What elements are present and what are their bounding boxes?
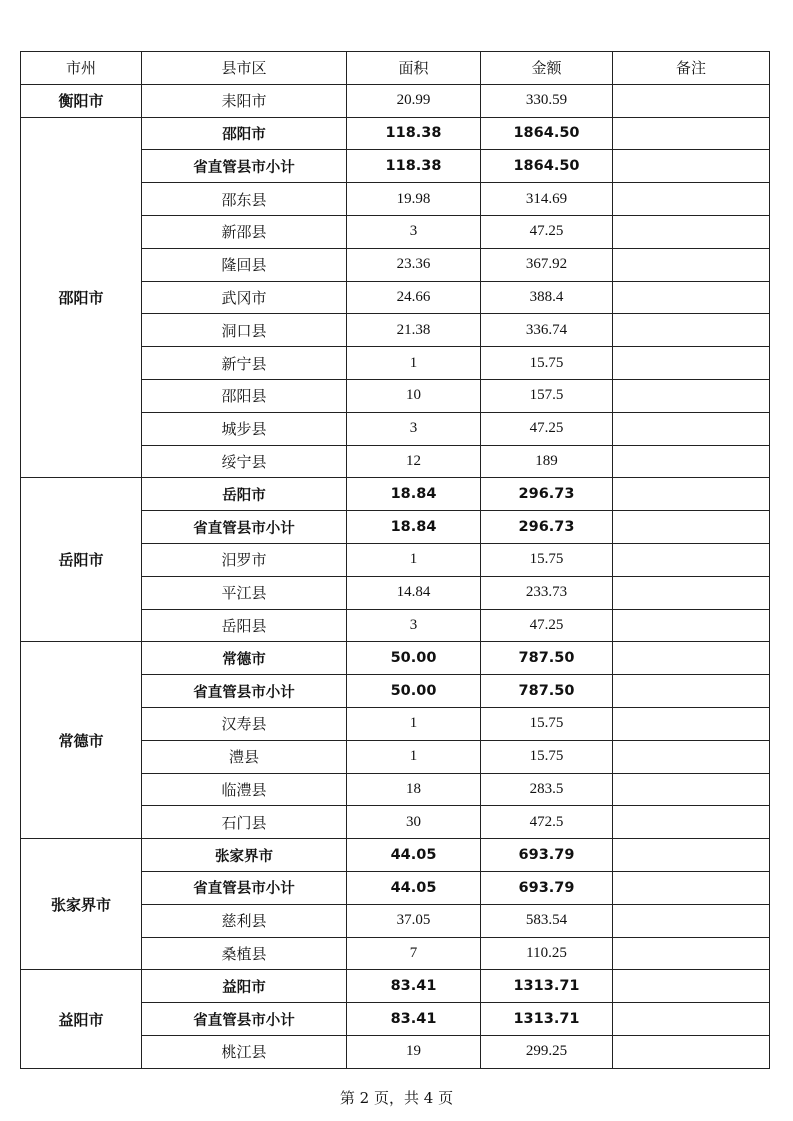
note-cell	[613, 576, 770, 609]
area-cell: 44.05	[347, 871, 481, 904]
area-cell: 1	[347, 543, 481, 576]
note-cell	[613, 970, 770, 1003]
area-cell: 18.84	[347, 511, 481, 544]
header-note: 备注	[613, 52, 770, 85]
amount-cell: 693.79	[481, 839, 613, 872]
county-cell: 耒阳市	[142, 84, 347, 117]
note-cell	[613, 937, 770, 970]
table-row	[21, 117, 770, 150]
county-cell: 澧县	[142, 740, 347, 773]
amount-cell: 1313.71	[481, 1003, 613, 1036]
amount-cell: 283.5	[481, 773, 613, 806]
note-cell	[613, 281, 770, 314]
county-cell: 桑植县	[142, 937, 347, 970]
area-cell: 10	[347, 379, 481, 412]
note-cell	[613, 642, 770, 675]
county-cell: 省直管县市小计	[142, 871, 347, 904]
note-cell	[613, 707, 770, 740]
area-cell: 1	[347, 740, 481, 773]
note-cell	[613, 904, 770, 937]
amount-cell: 47.25	[481, 609, 613, 642]
note-cell	[613, 379, 770, 412]
amount-cell: 157.5	[481, 379, 613, 412]
area-cell: 3	[347, 609, 481, 642]
county-cell: 汨罗市	[142, 543, 347, 576]
note-cell	[613, 1035, 770, 1068]
county-cell: 邵阳市	[142, 117, 347, 150]
area-cell: 18.84	[347, 478, 481, 511]
note-cell	[613, 740, 770, 773]
county-cell: 洞口县	[142, 314, 347, 347]
amount-cell: 296.73	[481, 478, 613, 511]
area-cell: 83.41	[347, 970, 481, 1003]
amount-cell: 388.4	[481, 281, 613, 314]
table-row	[21, 970, 770, 1003]
note-cell	[613, 871, 770, 904]
amount-cell: 1864.50	[481, 117, 613, 150]
area-cell: 19	[347, 1035, 481, 1068]
amount-cell: 583.54	[481, 904, 613, 937]
header-row	[21, 52, 770, 85]
table-row	[21, 84, 770, 117]
amount-cell: 787.50	[481, 675, 613, 708]
table-row	[21, 839, 770, 872]
county-cell: 平江县	[142, 576, 347, 609]
area-cell: 83.41	[347, 1003, 481, 1036]
county-cell: 汉寿县	[142, 707, 347, 740]
area-cell: 12	[347, 445, 481, 478]
county-cell: 石门县	[142, 806, 347, 839]
note-cell	[613, 806, 770, 839]
county-cell: 邵东县	[142, 183, 347, 216]
note-cell	[613, 84, 770, 117]
note-cell	[613, 675, 770, 708]
amount-cell: 110.25	[481, 937, 613, 970]
note-cell	[613, 543, 770, 576]
amount-cell: 330.59	[481, 84, 613, 117]
amount-cell: 314.69	[481, 183, 613, 216]
county-cell: 益阳市	[142, 970, 347, 1003]
county-cell: 省直管县市小计	[142, 511, 347, 544]
county-cell: 岳阳县	[142, 609, 347, 642]
area-cell: 1	[347, 347, 481, 380]
amount-cell: 233.73	[481, 576, 613, 609]
amount-cell: 47.25	[481, 215, 613, 248]
area-cell: 44.05	[347, 839, 481, 872]
amount-cell: 15.75	[481, 740, 613, 773]
amount-cell: 15.75	[481, 347, 613, 380]
note-cell	[613, 478, 770, 511]
table-body	[21, 84, 770, 1068]
area-cell: 20.99	[347, 84, 481, 117]
amount-cell: 367.92	[481, 248, 613, 281]
note-cell	[613, 150, 770, 183]
amount-cell: 47.25	[481, 412, 613, 445]
area-cell: 118.38	[347, 117, 481, 150]
city-cell: 岳阳市	[21, 478, 142, 642]
note-cell	[613, 347, 770, 380]
area-cell: 30	[347, 806, 481, 839]
area-cell: 14.84	[347, 576, 481, 609]
amount-cell: 336.74	[481, 314, 613, 347]
county-cell: 省直管县市小计	[142, 150, 347, 183]
amount-cell: 296.73	[481, 511, 613, 544]
city-cell: 张家界市	[21, 839, 142, 970]
amount-cell: 15.75	[481, 543, 613, 576]
county-cell: 省直管县市小计	[142, 675, 347, 708]
note-cell	[613, 215, 770, 248]
note-cell	[613, 609, 770, 642]
area-cell: 50.00	[347, 675, 481, 708]
note-cell	[613, 248, 770, 281]
table-row	[21, 642, 770, 675]
data-table	[20, 51, 770, 1069]
area-cell: 3	[347, 412, 481, 445]
county-cell: 绥宁县	[142, 445, 347, 478]
area-cell: 7	[347, 937, 481, 970]
amount-cell: 189	[481, 445, 613, 478]
note-cell	[613, 839, 770, 872]
county-cell: 城步县	[142, 412, 347, 445]
amount-cell: 693.79	[481, 871, 613, 904]
county-cell: 常德市	[142, 642, 347, 675]
county-cell: 慈利县	[142, 904, 347, 937]
amount-cell: 1313.71	[481, 970, 613, 1003]
amount-cell: 787.50	[481, 642, 613, 675]
county-cell: 桃江县	[142, 1035, 347, 1068]
area-cell: 18	[347, 773, 481, 806]
area-cell: 23.36	[347, 248, 481, 281]
note-cell	[613, 183, 770, 216]
area-cell: 24.66	[347, 281, 481, 314]
header-area: 面积	[347, 52, 481, 85]
county-cell: 新邵县	[142, 215, 347, 248]
city-cell: 益阳市	[21, 970, 142, 1068]
area-cell: 118.38	[347, 150, 481, 183]
header-county: 县市区	[142, 52, 347, 85]
note-cell	[613, 511, 770, 544]
amount-cell: 15.75	[481, 707, 613, 740]
amount-cell: 1864.50	[481, 150, 613, 183]
note-cell	[613, 412, 770, 445]
area-cell: 1	[347, 707, 481, 740]
county-cell: 隆回县	[142, 248, 347, 281]
city-cell: 衡阳市	[21, 84, 142, 117]
note-cell	[613, 117, 770, 150]
table-row	[21, 478, 770, 511]
county-cell: 省直管县市小计	[142, 1003, 347, 1036]
county-cell: 新宁县	[142, 347, 347, 380]
county-cell: 张家界市	[142, 839, 347, 872]
county-cell: 武冈市	[142, 281, 347, 314]
county-cell: 岳阳市	[142, 478, 347, 511]
header-amount: 金额	[481, 52, 613, 85]
note-cell	[613, 314, 770, 347]
page-number: 第 2 页，共 4 页	[339, 1089, 454, 1107]
area-cell: 37.05	[347, 904, 481, 937]
note-cell	[613, 773, 770, 806]
area-cell: 50.00	[347, 642, 481, 675]
county-cell: 临澧县	[142, 773, 347, 806]
area-cell: 21.38	[347, 314, 481, 347]
note-cell	[613, 445, 770, 478]
city-cell: 常德市	[21, 642, 142, 839]
city-cell: 邵阳市	[21, 117, 142, 478]
amount-cell: 299.25	[481, 1035, 613, 1068]
area-cell: 19.98	[347, 183, 481, 216]
header-city: 市州	[21, 52, 142, 85]
county-cell: 邵阳县	[142, 379, 347, 412]
note-cell	[613, 1003, 770, 1036]
amount-cell: 472.5	[481, 806, 613, 839]
area-cell: 3	[347, 215, 481, 248]
